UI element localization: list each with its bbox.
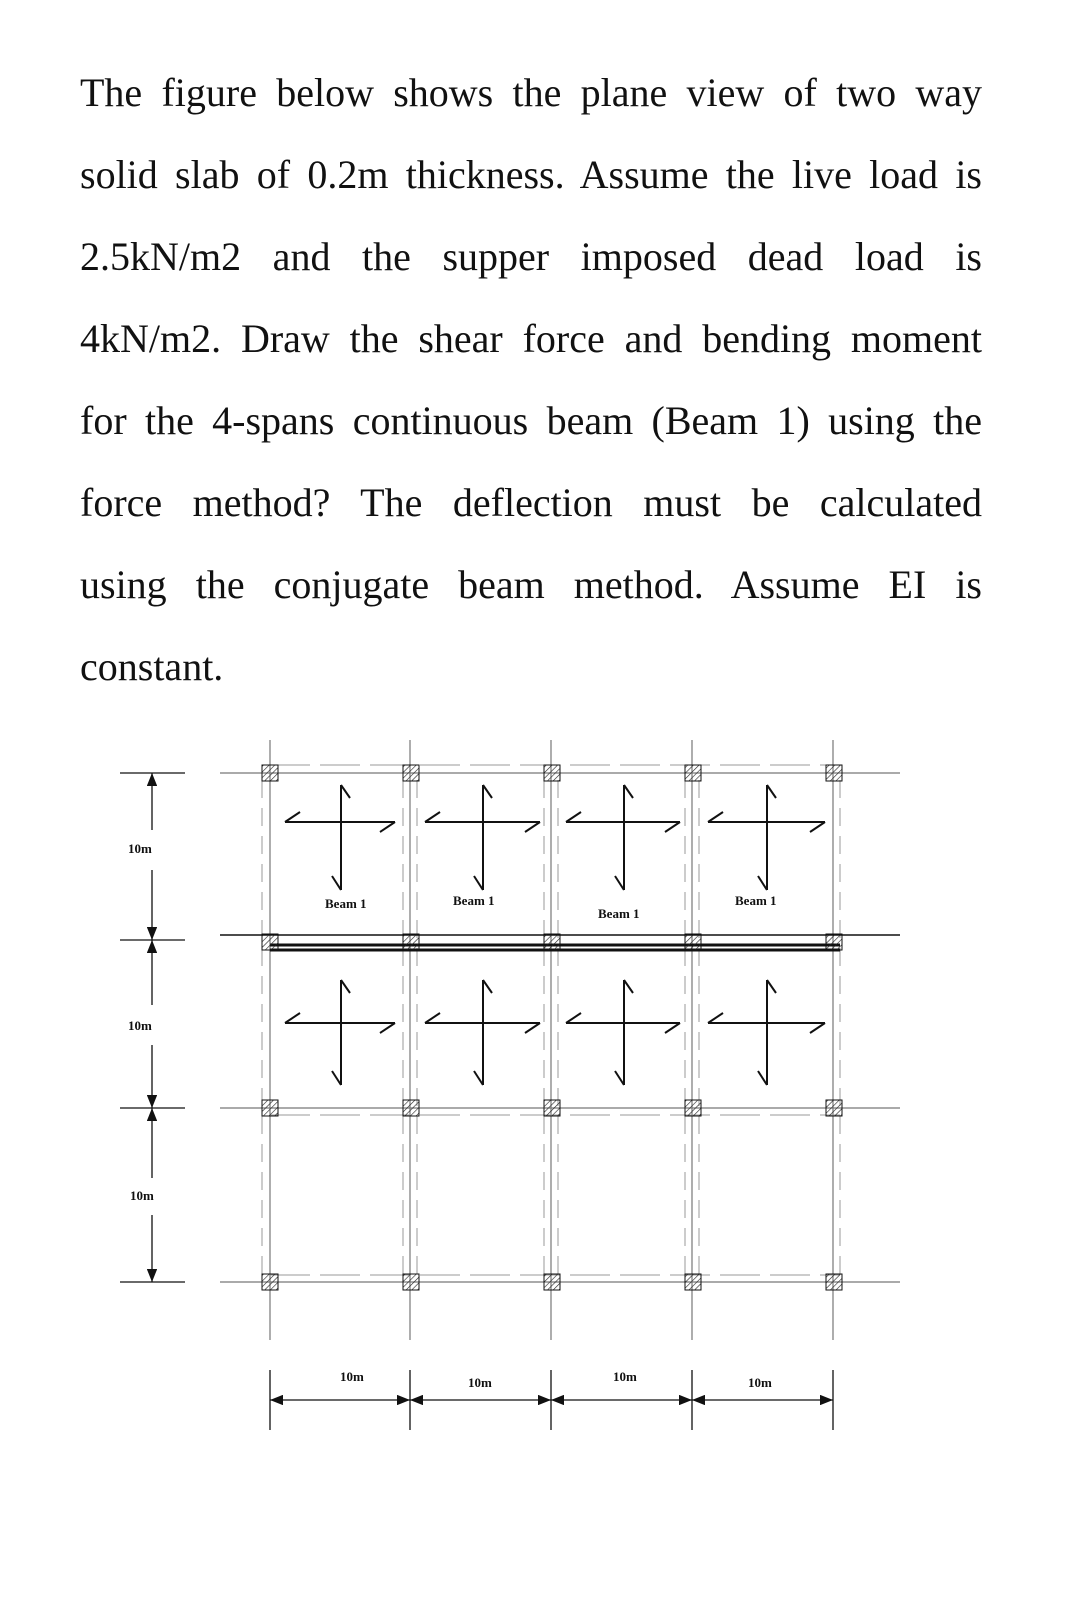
column bbox=[403, 1274, 419, 1290]
problem-text bbox=[80, 52, 982, 708]
problem-line: solid slab of 0.2m thickness. Assume the live load is bbox=[80, 152, 982, 197]
slab-direction-symbol bbox=[425, 980, 540, 1085]
column bbox=[685, 934, 701, 950]
dimension-label: 10m bbox=[130, 1188, 154, 1203]
column bbox=[403, 934, 419, 950]
column bbox=[544, 1100, 560, 1116]
column bbox=[544, 1274, 560, 1290]
dimension-label: 10m bbox=[468, 1375, 492, 1390]
problem-line: constant. bbox=[80, 644, 224, 689]
problem-line: The figure below shows the plane view of two way bbox=[80, 70, 982, 115]
slab-direction-symbol bbox=[566, 980, 680, 1085]
column bbox=[685, 1100, 701, 1116]
beam-label: Beam 1 bbox=[735, 893, 777, 908]
slab-direction-symbol bbox=[425, 785, 540, 890]
grid-lines-horizontal-inner bbox=[270, 765, 840, 1275]
column bbox=[262, 934, 278, 950]
column bbox=[403, 1100, 419, 1116]
column bbox=[685, 765, 701, 781]
grid-lines-vertical bbox=[270, 740, 833, 1340]
dimension-label: 10m bbox=[128, 1018, 152, 1033]
dimension-label: 10m bbox=[128, 841, 152, 856]
column bbox=[544, 765, 560, 781]
column bbox=[826, 765, 842, 781]
problem-line: 2.5kN/m2 and the supper imposed dead load is bbox=[80, 234, 982, 279]
dimension-label: 10m bbox=[748, 1375, 772, 1390]
column bbox=[826, 1274, 842, 1290]
slab-direction-symbol bbox=[285, 785, 395, 890]
column bbox=[685, 1274, 701, 1290]
slab-plan-drawing bbox=[0, 700, 1080, 1520]
column bbox=[262, 1274, 278, 1290]
columns bbox=[262, 765, 842, 1290]
column bbox=[403, 765, 419, 781]
slab-direction-symbol bbox=[285, 980, 395, 1085]
beam-label: Beam 1 bbox=[453, 893, 495, 908]
slab-direction-symbol bbox=[566, 785, 680, 890]
problem-line: for the 4-spans continuous beam (Beam 1) using the bbox=[80, 398, 982, 443]
dimension-label: 10m bbox=[613, 1369, 637, 1384]
problem-line: 4kN/m2. Draw the shear force and bending moment bbox=[80, 316, 982, 361]
grid-lines-horizontal bbox=[220, 773, 900, 1282]
dimension-label: 10m bbox=[340, 1369, 364, 1384]
column bbox=[826, 1100, 842, 1116]
slab-direction-symbol bbox=[708, 785, 825, 890]
column bbox=[826, 934, 842, 950]
slab-direction-symbol bbox=[708, 980, 825, 1085]
column bbox=[544, 934, 560, 950]
problem-line: using the conjugate beam method. Assume EI is bbox=[80, 562, 982, 607]
beam-label: Beam 1 bbox=[325, 896, 367, 911]
problem-line: force method? The deflection must be calculated bbox=[80, 480, 982, 525]
column bbox=[262, 1100, 278, 1116]
beam-label: Beam 1 bbox=[598, 906, 640, 921]
column bbox=[262, 765, 278, 781]
